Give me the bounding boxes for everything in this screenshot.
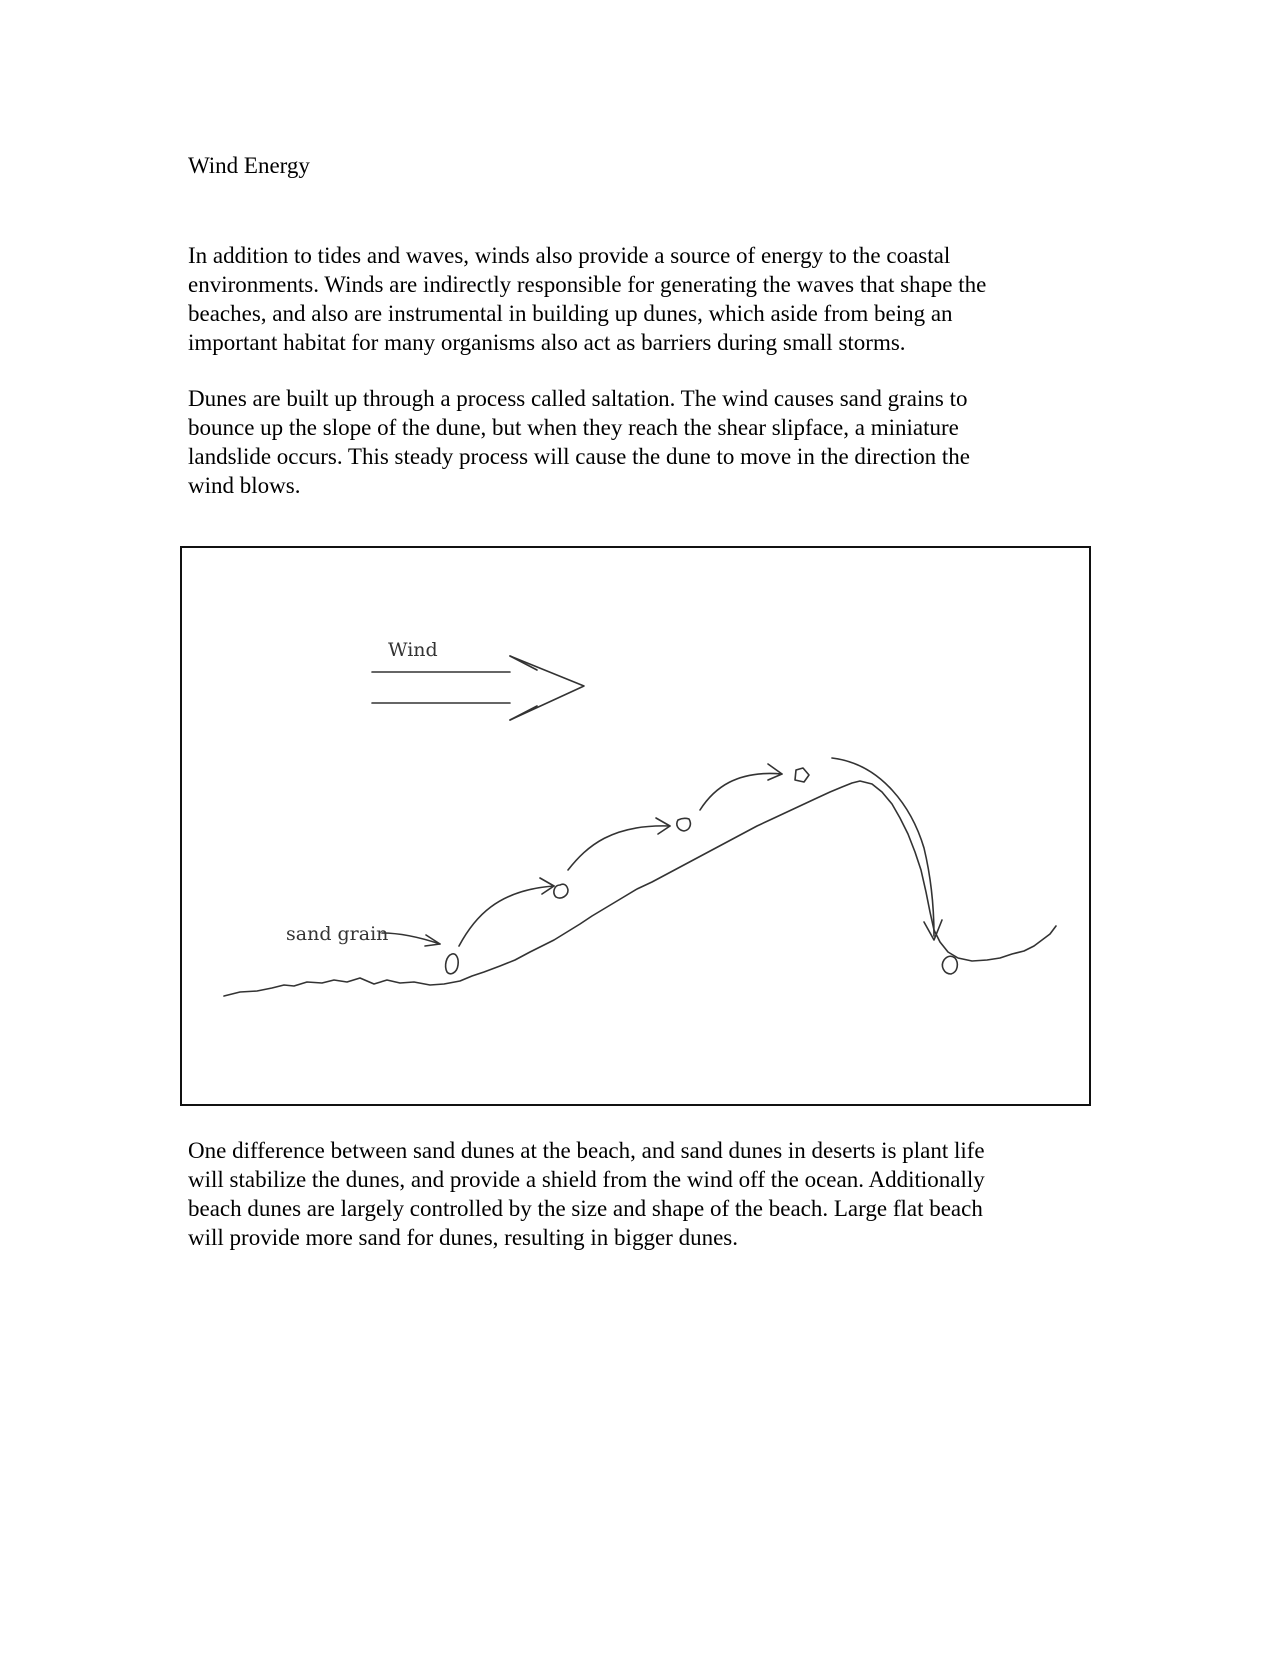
- sand-grain-icon: [677, 818, 691, 831]
- hop-arrow-2: [568, 826, 670, 870]
- paragraph-line: In addition to tides and waves, winds also provide a source of energy to the coastal: [188, 243, 951, 268]
- paragraph-line: Dunes are built up through a process called saltation. The wind causes sand grains to: [188, 386, 968, 411]
- sand-grain-label: sand grain: [286, 923, 389, 945]
- paragraph-line: One difference between sand dunes at the beach, and sand dunes in deserts is plant life: [188, 1138, 985, 1163]
- sand-grain-pointer-arrow: [382, 933, 440, 946]
- page-title: Wind Energy: [188, 153, 310, 178]
- paragraph-saltation: [188, 384, 1088, 500]
- hop-arrowhead-3: [768, 764, 782, 780]
- paragraph-line: environments. Winds are indirectly responsible for generating the waves that shape the: [188, 272, 987, 297]
- paragraph-line: beach dunes are largely controlled by the size and shape of the beach. Large flat beach: [188, 1196, 983, 1221]
- paragraph-line: beaches, and also are instrumental in building up dunes, which aside from being an: [188, 301, 953, 326]
- dune-saltation-figure: [180, 546, 1091, 1106]
- sand-grain-icon: [554, 884, 568, 898]
- paragraph-line: will stabilize the dunes, and provide a shield from the wind off the ocean. Additionally: [188, 1167, 985, 1192]
- saltation-hops: [459, 758, 942, 946]
- dune-diagram: [182, 548, 1093, 1108]
- sand-grains: [446, 768, 958, 974]
- paragraph-beach-vs-desert: [188, 1136, 1088, 1252]
- sand-grain-icon: [942, 956, 957, 974]
- paragraph-line: landslide occurs. This steady process will cause the dune to move in the direction the: [188, 444, 971, 469]
- paragraph-line: wind blows.: [188, 473, 301, 498]
- sand-grain-icon: [795, 768, 809, 782]
- paragraph-line: will provide more sand for dunes, resulting in bigger dunes.: [188, 1225, 738, 1250]
- sand-grain-icon: [446, 954, 459, 974]
- hop-arrow-1: [459, 886, 554, 946]
- wind-arrow-icon: [372, 656, 584, 720]
- wind-label: Wind: [388, 639, 438, 661]
- paragraph-line: bounce up the slope of the dune, but when they reach the shear slipface, a miniature: [188, 415, 959, 440]
- paragraph-coastal-energy: [188, 241, 1088, 357]
- paragraph-line: important habitat for many organisms also act as barriers during small storms.: [188, 330, 906, 355]
